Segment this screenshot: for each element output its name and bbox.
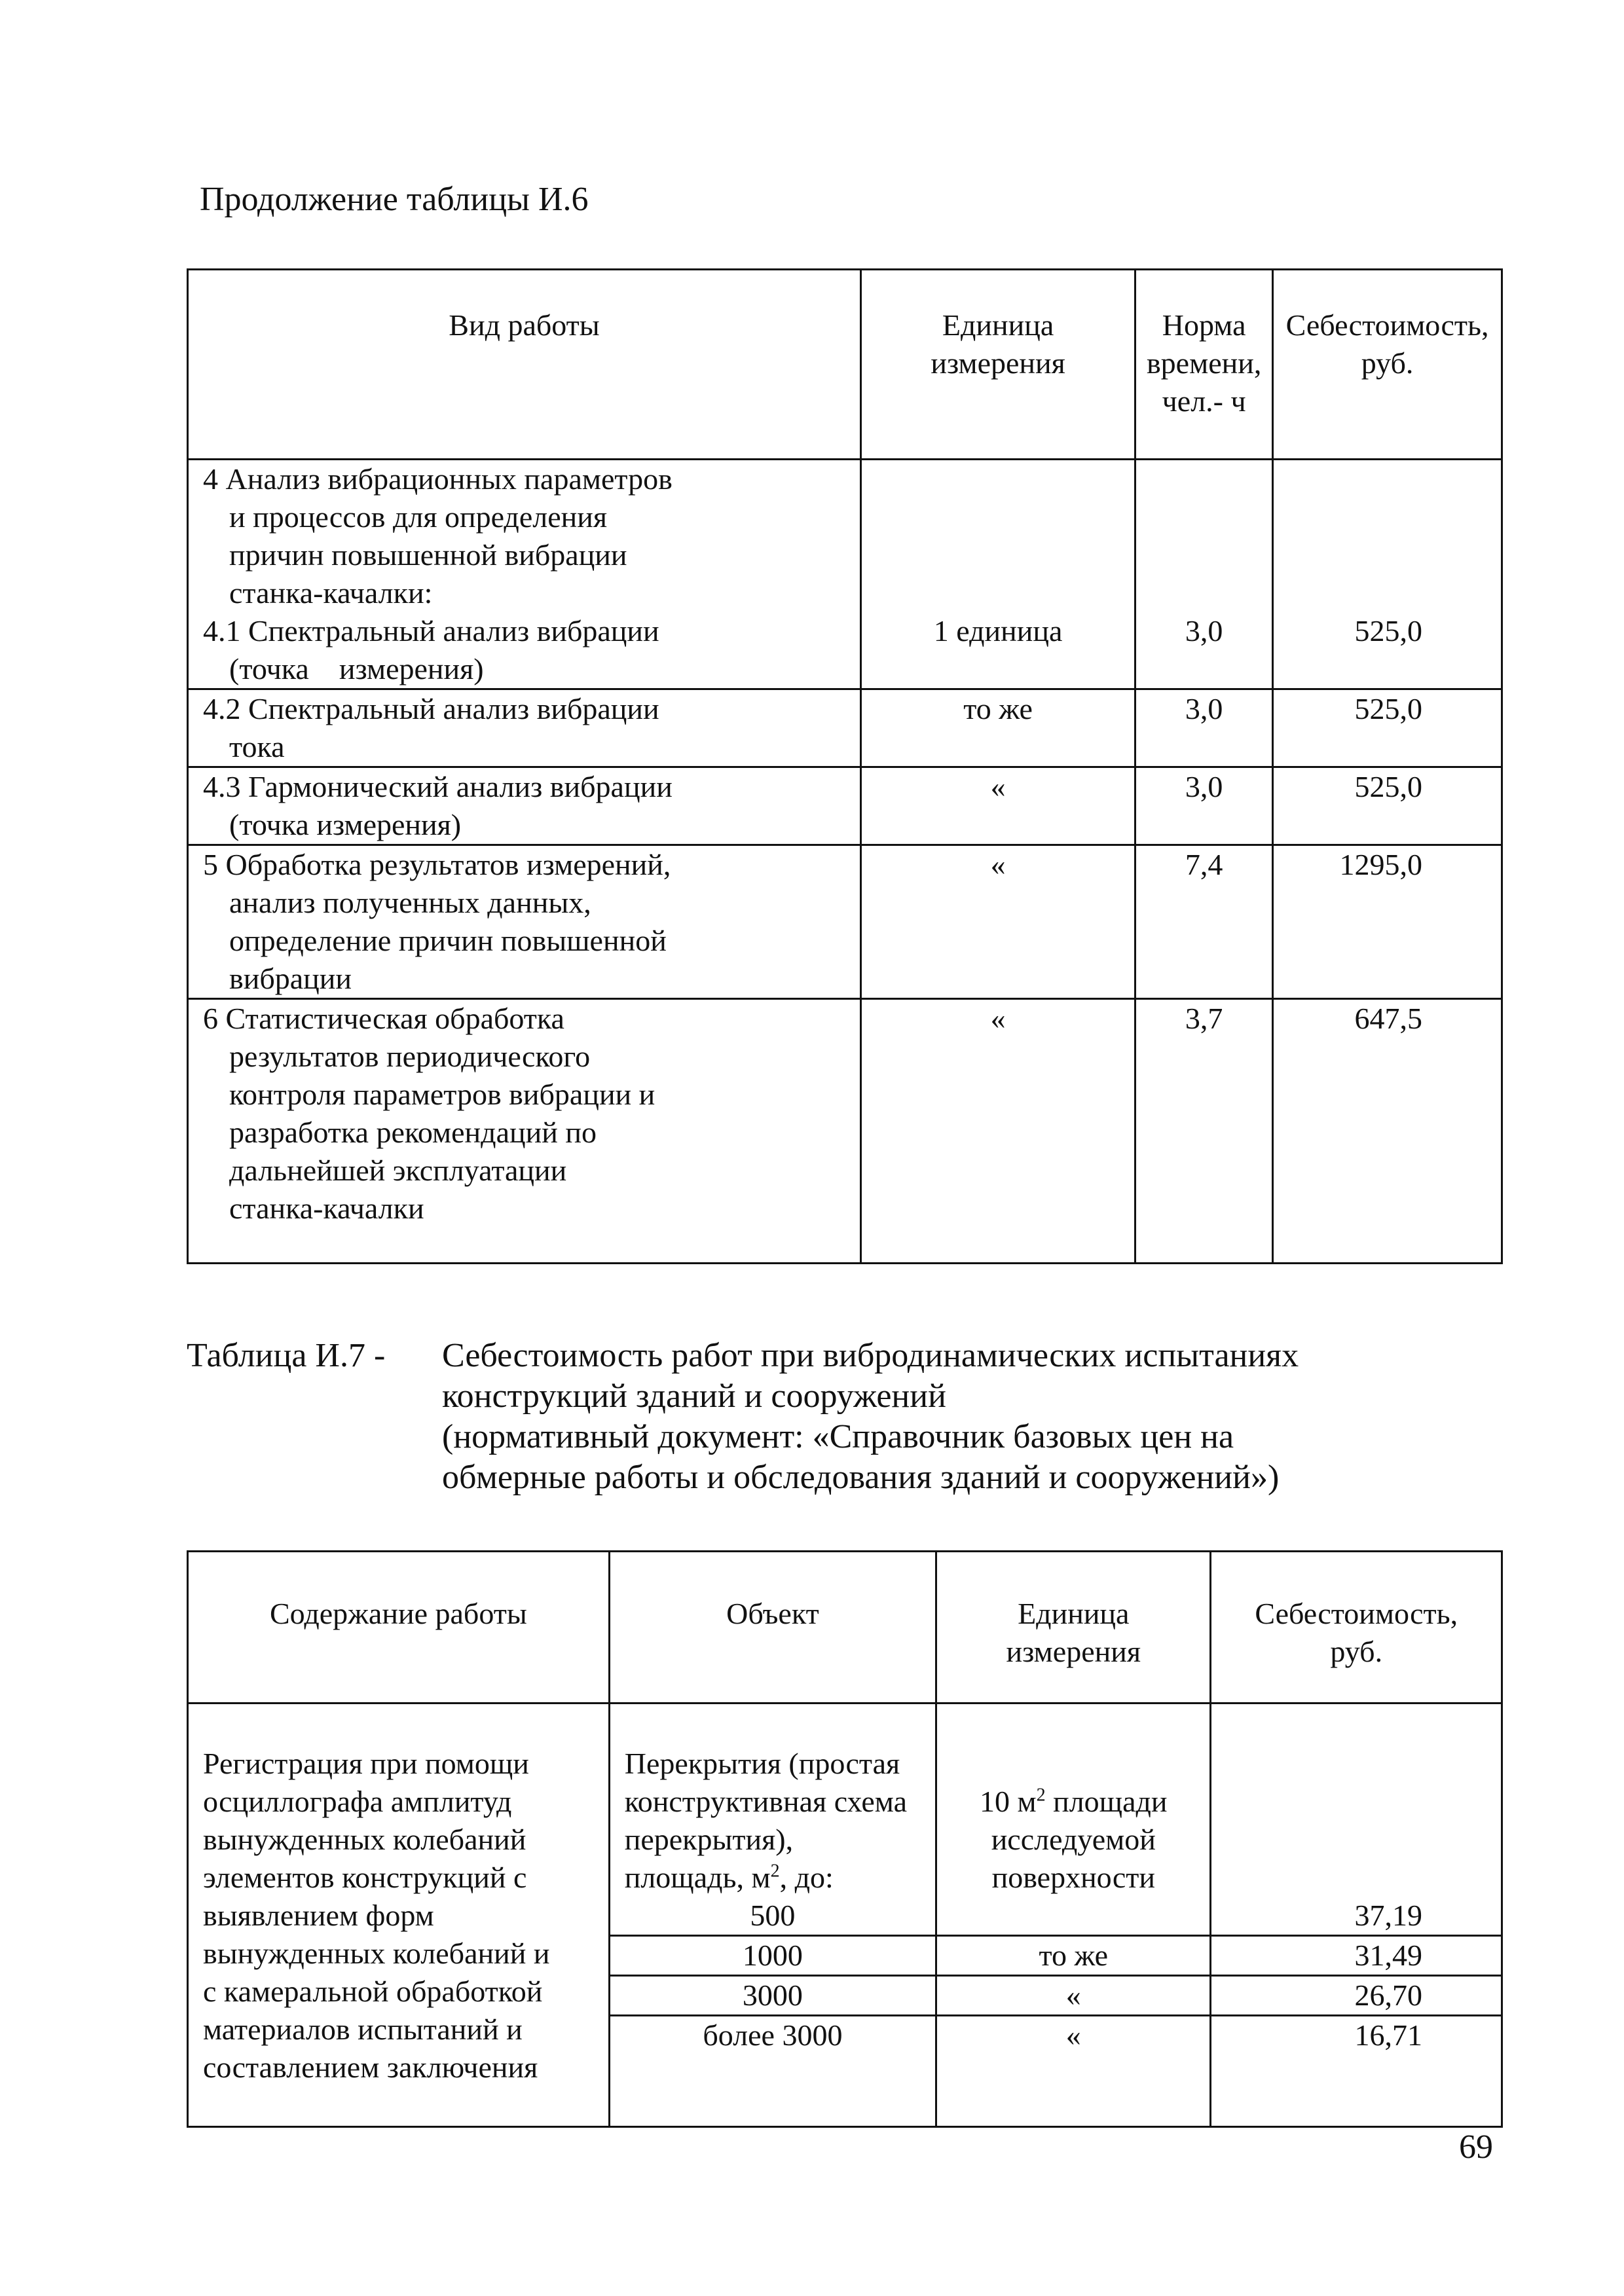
header-cost: Себестоимость, руб. bbox=[1211, 1552, 1502, 1704]
unit-cell: то же bbox=[860, 689, 1135, 767]
header-object: Объект bbox=[609, 1552, 936, 1704]
table-row bbox=[188, 689, 1502, 767]
area-cell: 3000 bbox=[609, 1976, 936, 2016]
norm-cell: 3,0 bbox=[1135, 460, 1273, 689]
unit-cell: « bbox=[936, 1976, 1211, 2016]
work-cell: 4.3 Гармонический анализ вибрации (точка измерения) bbox=[188, 767, 861, 845]
table-i7-title: Себестоимость работ при вибродинамических испытаниях конструкций зданий и сооружений (нормативный документ: «Справочник базовых цен на обмерные работы и обследования зданий и сооружений») bbox=[442, 1337, 1299, 1496]
work-cell: 5 Обработка результатов измерений, анализ полученных данных, определение причин повышенной вибрации bbox=[188, 845, 861, 999]
table-i7 bbox=[187, 1550, 1503, 2128]
work-cell: 4 Анализ вибрационных параметров и процессов для определения причин повышенной вибрации станка-качалки: 4.1 Спектральный анализ вибрации (точка измерения) bbox=[188, 460, 861, 689]
area-value: 500 bbox=[750, 1899, 796, 1932]
table-continuation-caption: Продолжение таблицы И.6 bbox=[200, 181, 589, 218]
header-cost: Себестоимость, руб. bbox=[1273, 270, 1502, 460]
work-content-cell: Регистрация при помощи осциллографа амплитуд вынужденных колебаний элементов конструкций с выявлением форм вынужденных колебаний и с камеральной обработкой материалов испытаний и составлением заключения bbox=[188, 1704, 610, 2127]
unit-cell: « bbox=[860, 845, 1135, 999]
cost-cell: 525,0 bbox=[1273, 460, 1502, 689]
table-row bbox=[188, 999, 1502, 1264]
unit-cell: « bbox=[936, 2016, 1211, 2127]
table-i7-label: Таблица И.7 - bbox=[187, 1337, 386, 1374]
table-row bbox=[188, 460, 1502, 689]
table-i6 bbox=[187, 268, 1503, 1264]
cost-cell: 31,49 bbox=[1211, 1936, 1502, 1976]
cost-cell: 525,0 bbox=[1273, 689, 1502, 767]
header-unit: Единица измерения bbox=[936, 1552, 1211, 1704]
cost-cell: 525,0 bbox=[1273, 767, 1502, 845]
cost-cell: 1295,0 bbox=[1273, 845, 1502, 999]
header-unit: Единица измерения bbox=[860, 270, 1135, 460]
norm-cell: 7,4 bbox=[1135, 845, 1273, 999]
header-work: Вид работы bbox=[188, 270, 861, 460]
unit-cell: 10 $м^2$ площади исследуемой поверхности bbox=[936, 1704, 1211, 1936]
unit-cell: « bbox=[860, 999, 1135, 1264]
table-row bbox=[188, 845, 1502, 999]
unit-cell: то же bbox=[936, 1936, 1211, 1976]
norm-cell: 3,0 bbox=[1135, 689, 1273, 767]
cost-cell: 16,71 bbox=[1211, 2016, 1502, 2127]
area-cell: более 3000 bbox=[609, 2016, 936, 2127]
norm-cell: 3,7 bbox=[1135, 999, 1273, 1264]
header-content: Содержание работы bbox=[188, 1552, 610, 1704]
unit-cell: 1 единица bbox=[860, 460, 1135, 689]
cost-cell: 26,70 bbox=[1211, 1976, 1502, 2016]
table-row bbox=[188, 1704, 1502, 1936]
header-norm: Норма времени, чел.- ч bbox=[1135, 270, 1273, 460]
work-cell: 4.2 Спектральный анализ вибрации тока bbox=[188, 689, 861, 767]
unit-cell: « bbox=[860, 767, 1135, 845]
area-cell: 1000 bbox=[609, 1936, 936, 1976]
norm-cell: 3,0 bbox=[1135, 767, 1273, 845]
work-cell: 6 Статистическая обработка результатов периодического контроля параметров вибрации и разработка рекомендаций по дальнейшей эксплуатации станка-качалки bbox=[188, 999, 861, 1264]
cost-cell: 647,5 bbox=[1273, 999, 1502, 1264]
object-cell: Перекрытия (простая конструктивная схема перекрытия), площадь, $м^2$, до: 500 bbox=[609, 1704, 936, 1936]
table-row bbox=[188, 767, 1502, 845]
page-number: 69 bbox=[1459, 2128, 1493, 2166]
cost-cell: 37,19 bbox=[1211, 1704, 1502, 1936]
